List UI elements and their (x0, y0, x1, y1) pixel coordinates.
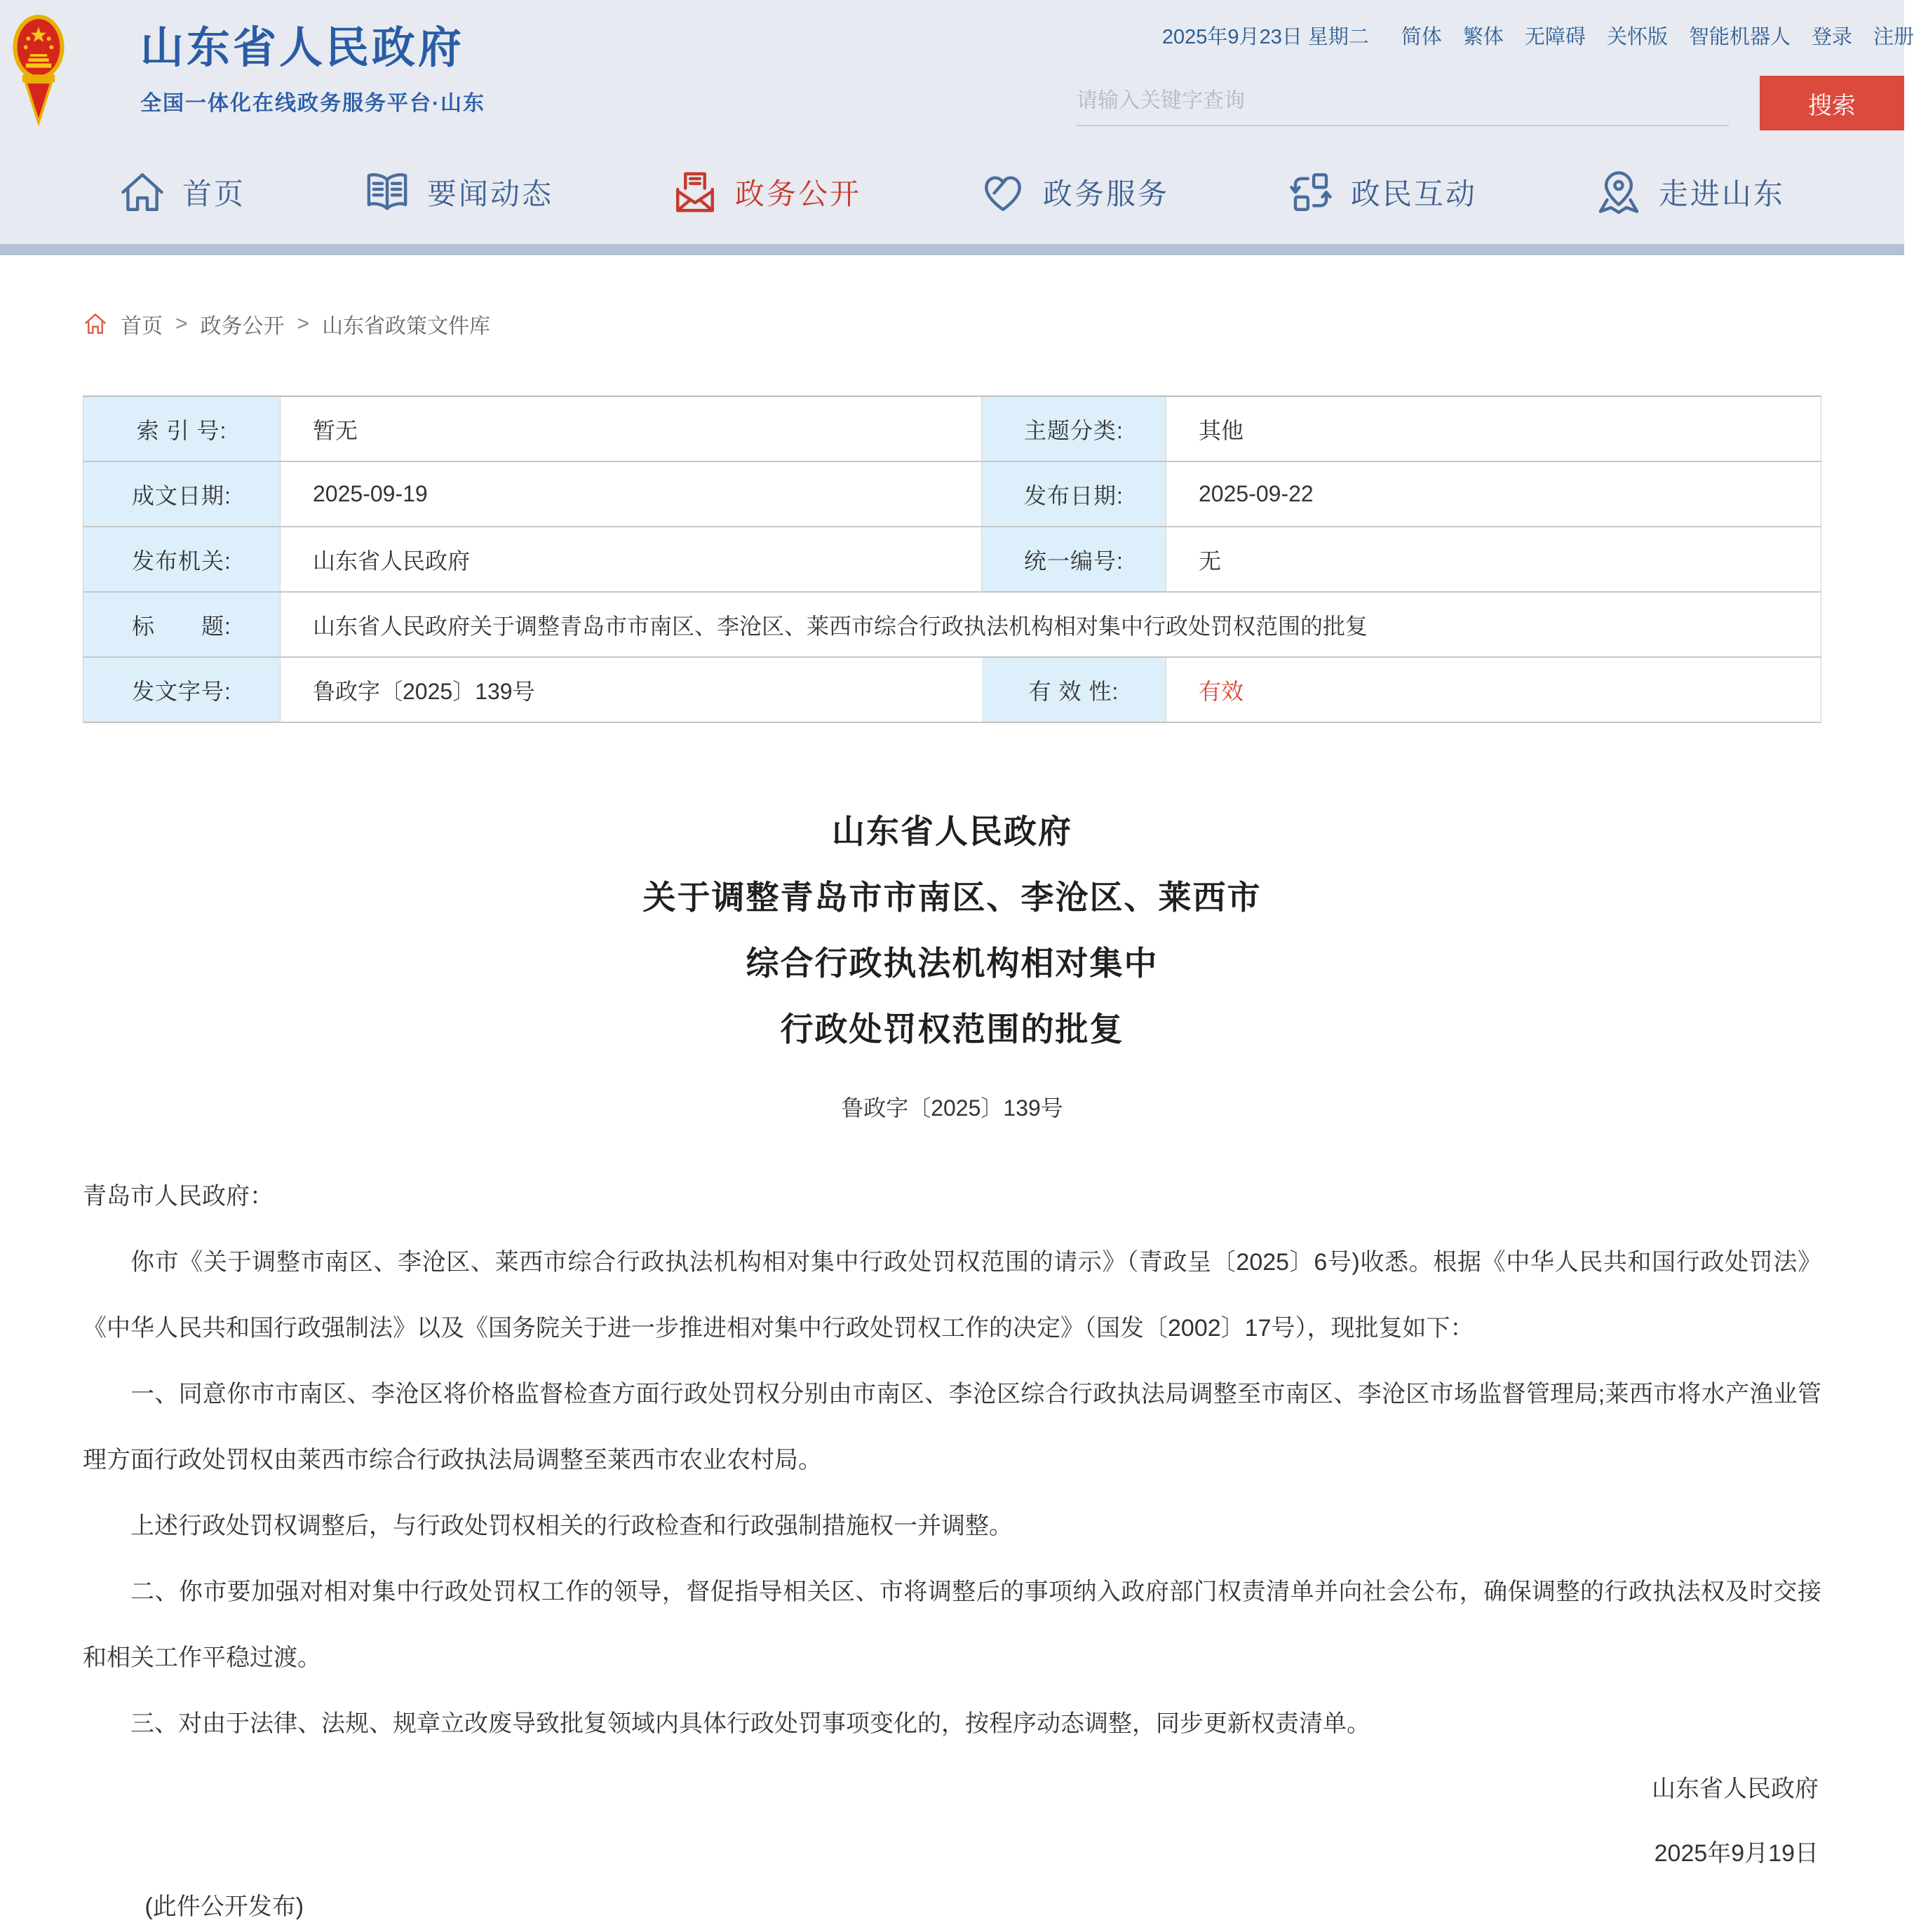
paragraph: 你市《关于调整市南区、李沧区、莱西市综合行政执法机构相对集中行政处罚权范围的请示》（青政呈〔2025〕6号)收悉。根据《中华人民共和国行政处罚法》《中华人民共和国行政强制法》以及《国务院关于进一步推进相对集中行政处罚权工作的决定》（国发〔2002〕17号），现批复如下： (83, 1249, 1821, 1342)
meta-value-date-written: 2025-09-19 (281, 462, 982, 527)
link-care-version[interactable]: 关怀版 (1606, 26, 1668, 48)
nav-item-interaction[interactable] (1288, 169, 1477, 215)
site-logo (140, 21, 485, 116)
envelope-document-icon (672, 169, 718, 215)
breadcrumb-home-icon[interactable] (83, 311, 108, 337)
document-title (83, 799, 1821, 1062)
nav-item-about-shandong[interactable] (1596, 169, 1785, 215)
breadcrumb-policy-library[interactable]: 山东省政策文件库 (322, 315, 491, 338)
meta-label-date-written: 成文日期: (83, 462, 281, 527)
link-smart-robot[interactable]: 智能机器人 (1688, 26, 1791, 48)
meta-label-topic: 主题分类: (982, 397, 1166, 462)
nav-label: 政务服务 (1042, 177, 1169, 210)
breadcrumb (83, 310, 1821, 338)
search-bar (1077, 73, 1904, 132)
meta-label-index-no: 索 引 号: (83, 397, 281, 462)
paragraph: 二、你市要加强对相对集中行政处罚权工作的领导，督促指导相关区、市将调整后的事项纳入政府部门权责清单并向社会公布，确保调整的行政执法权及时交接和相关工作平稳过渡。 (83, 1579, 1821, 1671)
document-title-line: 行政处罚权范围的批复 (780, 1011, 1124, 1048)
link-simplified[interactable]: 简体 (1401, 26, 1442, 48)
current-date: 2025年9月23日 星期二 (1161, 26, 1369, 48)
link-traditional[interactable]: 繁体 (1462, 26, 1504, 48)
meta-label-validity: 有 效 性: (982, 658, 1166, 723)
home-icon (119, 169, 166, 215)
nav-item-home[interactable] (119, 169, 245, 215)
document-title-line: 关于调整青岛市市南区、李沧区、莱西市 (642, 879, 1262, 916)
open-book-icon (364, 169, 410, 215)
paragraph: 上述行政处罚权调整后，与行政处罚权相关的行政检查和行政强制措施权一并调整。 (130, 1513, 1013, 1539)
nav-item-news[interactable] (364, 169, 553, 215)
nav-label: 走进山东 (1658, 177, 1785, 210)
meta-value-topic: 其他 (1166, 397, 1821, 462)
breadcrumb-separator: > (175, 312, 188, 335)
document-title-line: 综合行政执法机构相对集中 (746, 945, 1159, 982)
main-content (0, 310, 1904, 1928)
meta-value-doc-no: 鲁政字〔2025〕139号 (281, 658, 982, 723)
meta-value-index-no: 暂无 (281, 397, 982, 462)
document-number: 鲁政字〔2025〕139号 (841, 1095, 1063, 1121)
meta-value-agency: 山东省人民政府 (281, 527, 982, 593)
signature-block (83, 1757, 1821, 1886)
sync-arrows-icon (1288, 169, 1334, 215)
meta-label-agency: 发布机关: (83, 527, 281, 593)
signature-org: 山东省人民政府 (1652, 1776, 1819, 1802)
document-meta-table (83, 396, 1821, 723)
nav-label: 要闻动态 (426, 177, 553, 210)
document-body (83, 1163, 1821, 1757)
salutation: 青岛市人民政府： (83, 1183, 274, 1210)
link-login[interactable]: 登录 (1811, 26, 1852, 48)
map-pin-icon (1596, 169, 1642, 215)
meta-value-validity: 有效 (1166, 658, 1821, 723)
link-accessibility[interactable]: 无障碍 (1524, 26, 1586, 48)
search-button[interactable]: 搜索 (1760, 76, 1904, 130)
meta-label-doc-no: 发文字号: (83, 658, 281, 723)
breadcrumb-home[interactable]: 首页 (121, 315, 163, 338)
signature-date: 2025年9月19日 (1654, 1840, 1819, 1867)
utility-bar (1162, 21, 1914, 50)
nav-label: 政务公开 (734, 177, 861, 210)
nav-label: 政民互动 (1350, 177, 1477, 210)
meta-label-date-published: 发布日期: (982, 462, 1166, 527)
nav-item-gov-disclosure[interactable] (672, 169, 861, 215)
meta-value-date-published: 2025-09-22 (1166, 462, 1821, 527)
paragraph: 三、对由于法律、法规、规章立改废导致批复领域内具体行政处罚事项变化的，按程序动态调整，同步更新权责清单。 (130, 1710, 1370, 1737)
document-title-line: 山东省人民政府 (832, 813, 1072, 850)
nav-label: 首页 (182, 177, 246, 210)
site-subtitle: 全国一体化在线政务服务平台·山东 (140, 92, 485, 115)
paragraph: 一、同意你市市南区、李沧区将价格监督检查方面行政处罚权分别由市南区、李沧区综合行政执法局调整至市南区、李沧区市场监督管理局;莱西市将水产渔业管理方面行政处罚权由莱西市综合行政执法局调整至莱西市农业农村局。 (83, 1381, 1821, 1473)
nav-divider (0, 244, 1904, 255)
meta-label-serial: 统一编号: (982, 527, 1166, 593)
link-register[interactable]: 注册 (1873, 26, 1914, 48)
meta-value-title: 山东省人民政府关于调整青岛市市南区、李沧区、莱西市综合行政执法机构相对集中行政处罚权范围的批复 (281, 593, 1821, 658)
site-header (0, 0, 1914, 140)
search-input[interactable] (1077, 77, 1729, 126)
public-release-note: (此件公开发布) (144, 1893, 304, 1920)
main-nav (0, 140, 1904, 244)
national-emblem-icon (11, 10, 66, 129)
nav-item-gov-services[interactable] (980, 169, 1169, 215)
meta-value-serial: 无 (1166, 527, 1821, 593)
breadcrumb-separator: > (297, 312, 310, 335)
site-title: 山东省人民政府 (140, 24, 465, 72)
meta-label-title: 标 题: (83, 593, 281, 658)
breadcrumb-gov-disclosure[interactable]: 政务公开 (200, 315, 285, 338)
heart-icon (980, 169, 1026, 215)
